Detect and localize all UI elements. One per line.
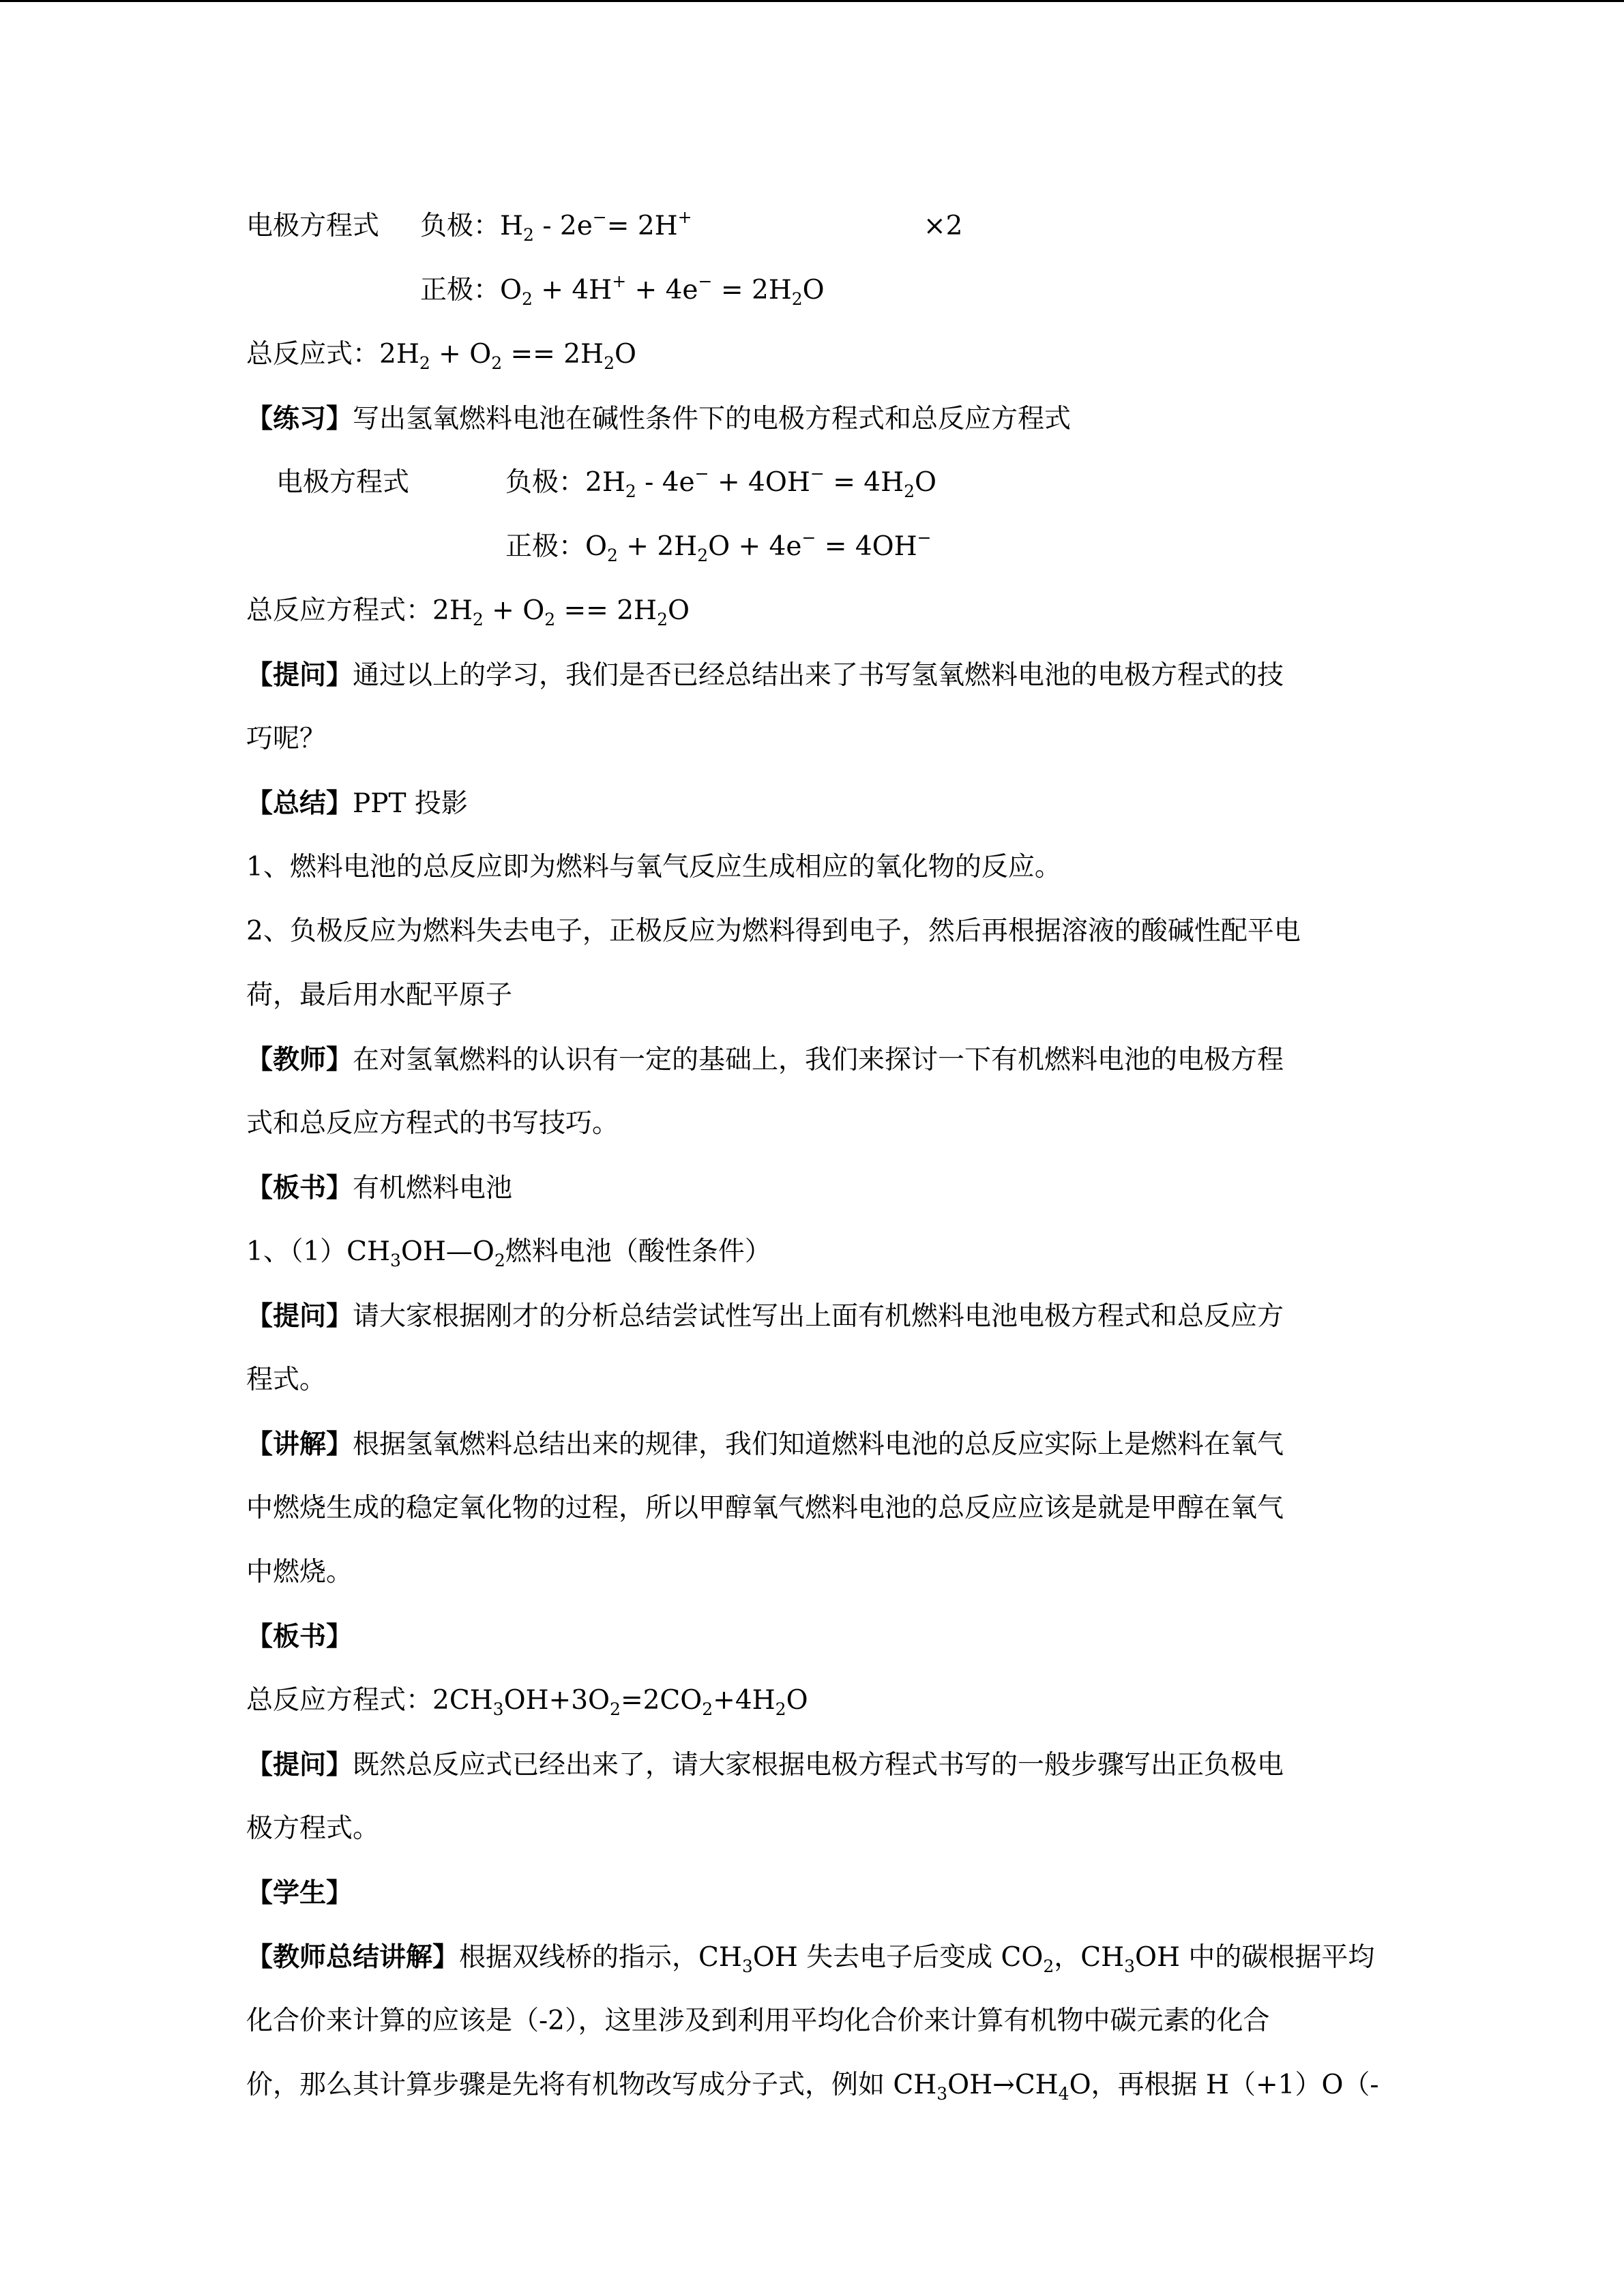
summary-point-2: 2、负极反应为燃料失去电子，正极反应为燃料得到电子，然后再根据溶液的酸碱性配平电 <box>246 916 1301 946</box>
methanol-cell-heading: 1、$(1)CH_3OH—O_2$燃料电池（酸性条件） <box>246 1236 771 1270</box>
summary-point-1: 1、燃料电池的总反应即为燃料与氧气反应生成相应的氧化物的反应。 <box>246 852 1061 882</box>
page-top-border <box>0 0 1624 2</box>
total-reaction-alkaline: 总反应方程式：$2H_2 + O_2 == 2H_2O$ <box>246 595 690 629</box>
teacher-summary-continuation-1: 化合价来计算的应该是（-2），这里涉及到利用平均化合价来计算有机物中碳元素的化合 <box>246 2006 1270 2036</box>
summary-point-2-continuation: 荷，最后用水配平原子 <box>246 980 513 1011</box>
explanation-continuation-2: 中燃烧。 <box>246 1557 353 1587</box>
section-tag: 【提问】 <box>246 1300 353 1332</box>
explanation-continuation-1: 中燃烧生成的稳定氧化物的过程，所以甲醇氧气燃料电池的总反应应该是就是甲醇在氧气 <box>246 1493 1284 1523</box>
section-tag: 【教师】 <box>246 1044 353 1075</box>
section-tag: 【提问】 <box>246 659 353 691</box>
electrode-equation-label: 电极方程式 <box>276 467 410 498</box>
total-reaction-acid: 总反应式：$2H_2 + O_2 == 2H_2O$ <box>246 339 636 373</box>
section-tag: 【提问】 <box>246 1749 353 1780</box>
section-tag: 【板书】 <box>246 1172 353 1204</box>
electrode-equation-label: 电极方程式 <box>246 211 380 241</box>
question-paragraph-2: 【提问】请大家根据刚才的分析总结尝试性写出上面有机燃料电池电极方程式和总反应方 <box>246 1300 1284 1332</box>
section-tag: 【讲解】 <box>246 1429 353 1460</box>
blackboard-heading-2 <box>246 1619 353 1655</box>
multiplier-label: ×2 <box>924 211 963 241</box>
teacher-continuation: 式和总反应方程式的书写技巧。 <box>246 1108 619 1139</box>
blackboard-paragraph: 【板书】有机燃料电池 <box>246 1172 513 1204</box>
teacher-summary-continuation-2: 价，那么其计算步骤是先将有机物改写成分子式，例如 $CH_3OH\to CH_4O$，再根据 H（+1）O（- <box>246 2070 1379 2104</box>
explanation-paragraph: 【讲解】根据氢氧燃料总结出来的规律，我们知道燃料电池的总反应实际上是燃料在氧气 <box>246 1429 1284 1460</box>
question-3-continuation: 极方程式。 <box>246 1813 380 1844</box>
anode-equation-alkaline: 负极：$2H_2 - 4e^- + 4OH^- = 4H_2O$ <box>505 464 936 501</box>
section-tag: 【教师总结讲解】 <box>246 1941 460 1973</box>
section-tag: 【学生】 <box>246 1877 353 1909</box>
cathode-equation-alkaline: 正极：$O_2 + 2H_2O + 4e^- = 4OH^-$ <box>505 528 932 565</box>
cathode-equation: 正极：$O_2 + 4H^+ + 4e^- = 2H_2O$ <box>420 271 825 309</box>
teacher-summary-paragraph: 【教师总结讲解】根据双线桥的指示，$CH_3OH$ 失去电子后变成 $CO_2$，$CH_3OH$ 中的碳根据平均 <box>246 1941 1375 1976</box>
question-2-continuation: 程式。 <box>246 1365 327 1395</box>
teacher-paragraph: 【教师】在对氢氧燃料的认识有一定的基础上，我们来探讨一下有机燃料电池的电极方程 <box>246 1044 1284 1075</box>
student-heading <box>246 1875 353 1911</box>
question-paragraph-3: 【提问】既然总反应式已经出来了，请大家根据电极方程式书写的一般步骤写出正负极电 <box>246 1749 1284 1780</box>
section-tag: 【练习】 <box>246 403 353 434</box>
question-continuation: 巧呢？ <box>246 724 327 754</box>
section-tag: 【总结】 <box>246 788 353 819</box>
summary-paragraph: 【总结】PPT 投影 <box>246 788 468 819</box>
question-paragraph: 【提问】通过以上的学习，我们是否已经总结出来了书写氢氧燃料电池的电极方程式的技 <box>246 659 1284 691</box>
practice-paragraph: 【练习】写出氢氧燃料电池在碱性条件下的电极方程式和总反应方程式 <box>246 403 1072 434</box>
methanol-total-reaction: 总反应方程式：$2CH_3OH+3O_2=2CO_2+4H_2O$ <box>246 1685 808 1719</box>
anode-equation: 负极：$H_2 - 2e^-= 2H^+$ <box>420 207 692 245</box>
section-tag: 【板书】 <box>246 1621 353 1652</box>
